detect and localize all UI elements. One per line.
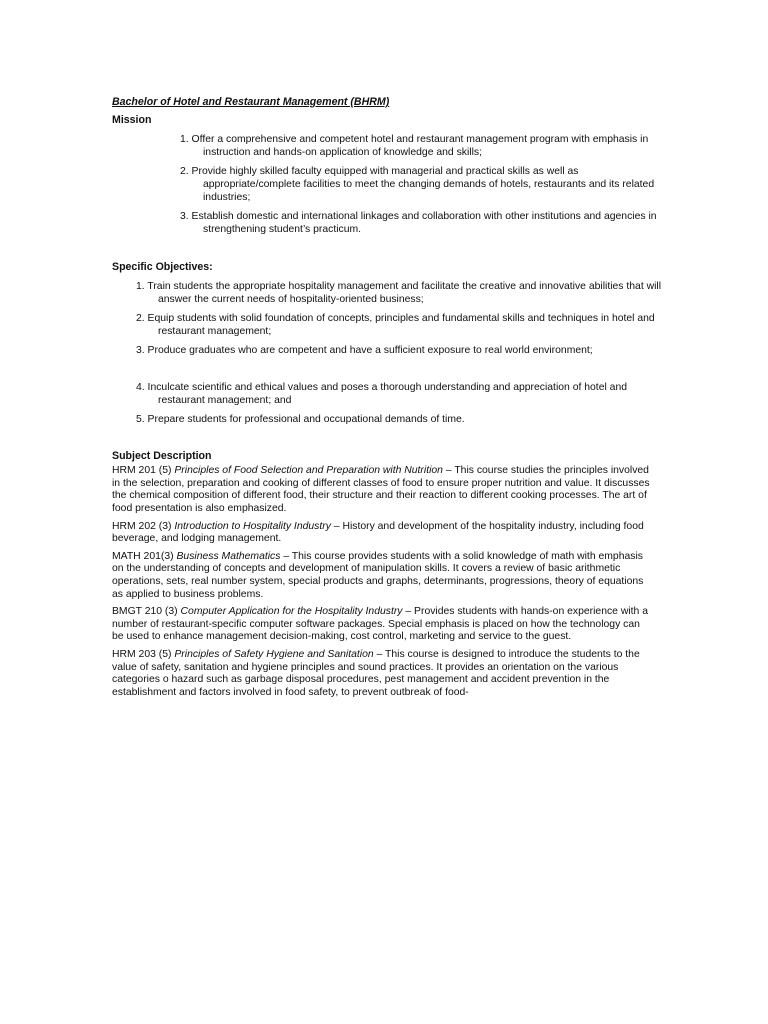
subject-description: – This course provides students with a solid knowledge of math with emphasis on the understanding of concepts and development of manipulation skills. It covers a review of basic arithmetic operations, sets, real number system, special products and graphs, determinants, progressions, theory of equations as applied to business problems. [112, 550, 644, 600]
subject-description-heading: Subject Description [112, 449, 212, 462]
subject-entry-hrm202 [112, 521, 652, 546]
mission-item-2: 2. Provide highly skilled faculty equipped with managerial and practical skills as well as appropriate/complete facilities to meet the changing demands of hotels, restaurants and its related industries; [180, 166, 655, 203]
mission-item-1: 1. Offer a comprehensive and competent hotel and restaurant management program with emphasis in instruction and hands-on application of knowledge and skills; [180, 134, 649, 158]
subject-entry-math201 [112, 551, 652, 601]
subject-code: MATH 201(3) [112, 550, 174, 562]
subject-title: Principles of Food Selection and Preparation with Nutrition [174, 465, 443, 477]
subject-entry-hrm203 [112, 649, 652, 699]
mission-heading: Mission [112, 113, 152, 126]
objectives-list [112, 281, 660, 427]
objectives-heading: Specific Objectives: [112, 261, 213, 274]
subject-code: HRM 201 (5) [112, 465, 172, 477]
subject-code: HRM 202 (3) [112, 520, 172, 532]
objective-item-2: 2. Equip students with solid foundation of concepts, principles and fundamental skills and techniques in hotel and restaurant management; [136, 313, 655, 337]
subject-title: Introduction to Hospitality Industry [174, 520, 331, 532]
subject-entry-hrm201 [112, 465, 652, 515]
objective-item-5: 5. Prepare students for professional and occupational demands of time. [136, 414, 465, 426]
subject-description: – Provides students with hands-on experience with a number of restaurant-specific computer software packages. Special emphasis is placed on how the technology can be used to enhance management decision-making, cost control, marketing and service to the guest. [112, 606, 648, 643]
document-page [112, 96, 660, 704]
subject-description: – History and development of the hospitality industry, including food beverage, and lodging management. [112, 520, 644, 545]
subject-description: – This course is designed to introduce the students to the value of safety, sanitation and hygiene principles and sound practices. It provides an orientation on the various categories o hazard such as garbage disposal procedures, pest management and accident prevention in the establishment and factors involved in food safety, to prevent outbreak of food- [112, 649, 640, 698]
subject-title: Computer Application for the Hospitality Industry [180, 606, 403, 618]
subject-entry-bmgt210 [112, 606, 652, 644]
objective-item-3: 3. Produce graduates who are competent and have a sufficient exposure to real world environment; [136, 345, 593, 357]
document-title: Bachelor of Hotel and Restaurant Management (BHRM) [112, 96, 390, 108]
subject-code: BMGT 210 (3) [112, 606, 178, 618]
subject-title: Principles of Safety Hygiene and Sanitation [174, 649, 374, 660]
mission-list [112, 134, 660, 236]
subject-list [112, 465, 660, 699]
subject-code: HRM 203 (5) [112, 649, 172, 660]
objective-item-4: 4. Inculcate scientific and ethical values and poses a thorough understanding and appreciation of hotel and restaurant management; and [136, 381, 628, 406]
subject-description: – This course studies the principles involved in the selection, preparation and cooking of different classes of food to ensure proper nutrition and value. It discusses the chemical composition of different food, their structure and their reaction to different cooking processes. The art of food presentation is also emphasized. [112, 465, 650, 515]
subject-title: Business Mathematics [176, 550, 281, 562]
objective-item-1: 1. Train students the appropriate hospitality management and facilitate the creative and innovative abilities that will answer the current needs of hospitality-oriented business; [136, 280, 662, 305]
mission-item-3: 3. Establish domestic and international linkages and collaboration with other institutions and agencies in strengthening student’s practicum. [180, 211, 657, 235]
